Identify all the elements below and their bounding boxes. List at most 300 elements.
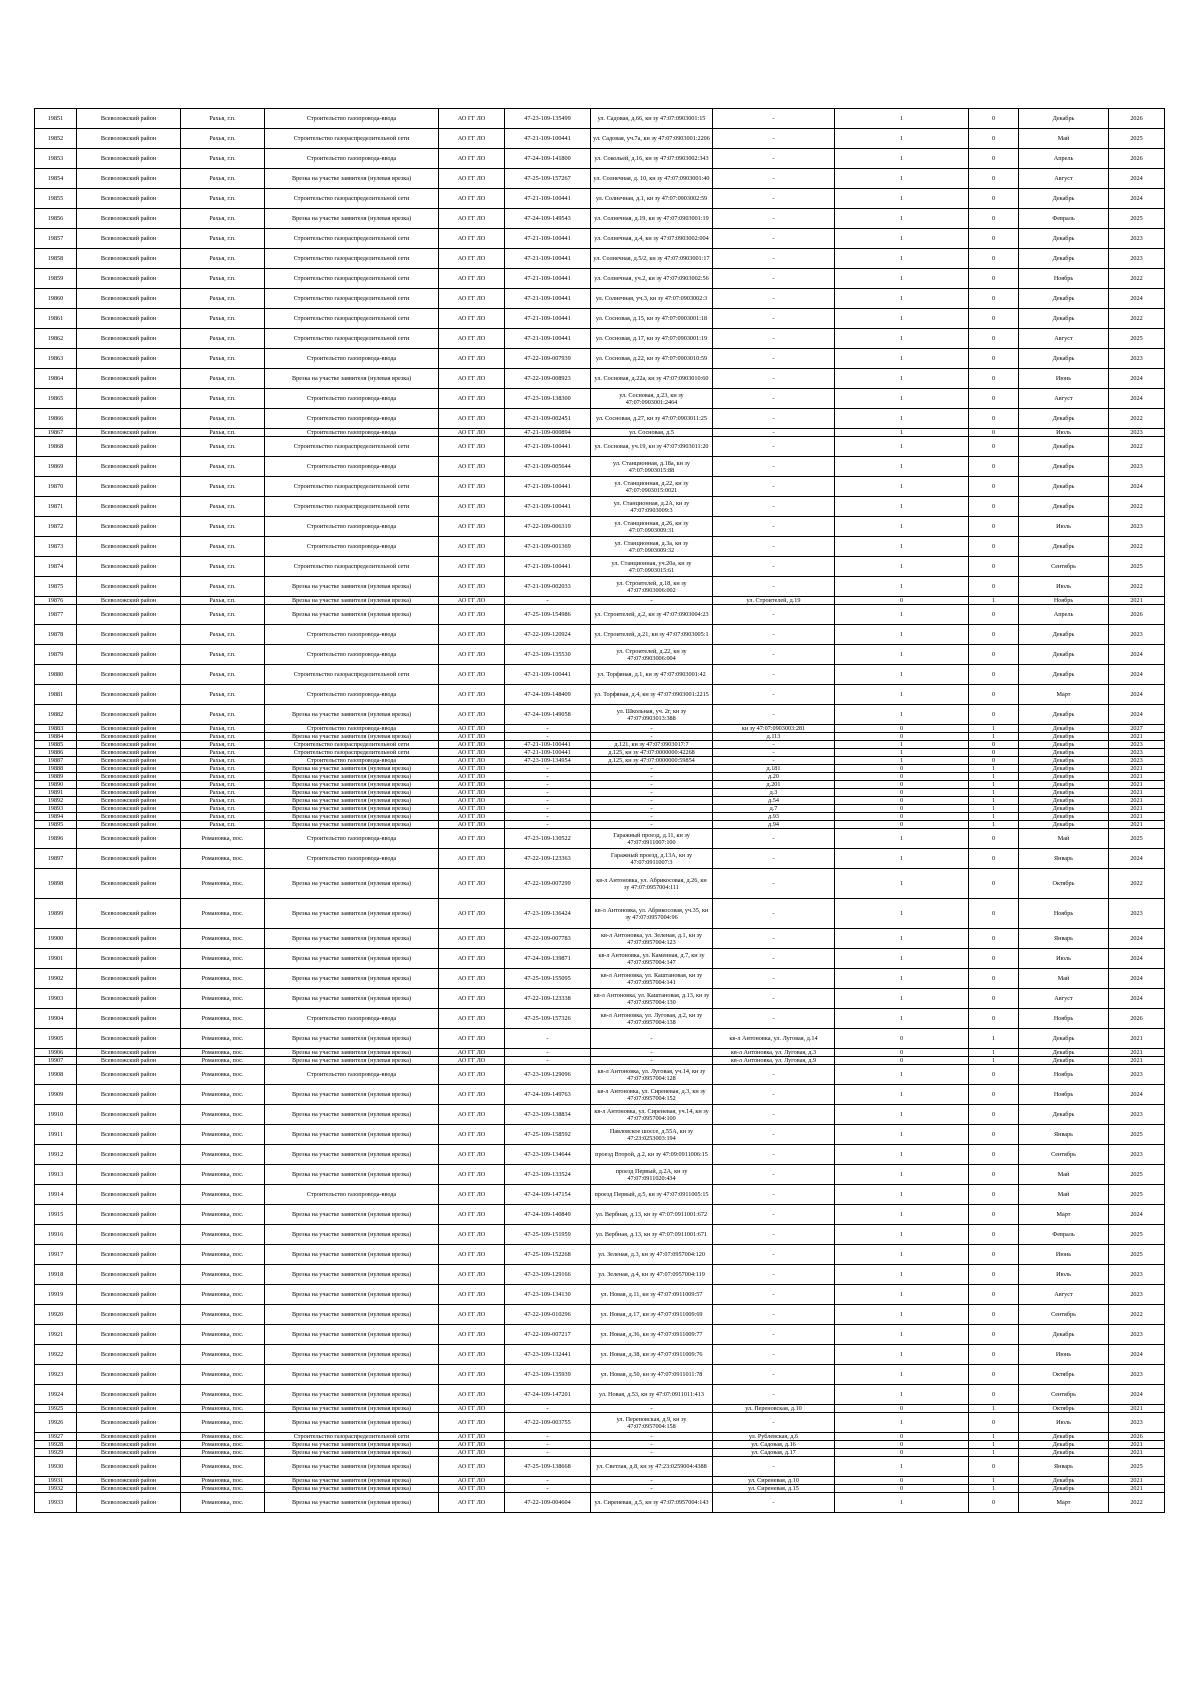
work-type-cell: Врезка на участке заявителя (нулевая врезка) bbox=[265, 773, 439, 781]
work-type-cell: Строительство газопровода-ввода bbox=[265, 849, 439, 869]
quantity-cell: 1 bbox=[835, 129, 969, 149]
locality-cell: Романовка, пос. bbox=[181, 1057, 265, 1065]
year-cell: 2021 bbox=[1109, 813, 1165, 821]
organization-cell: АО ГГ ЛО bbox=[439, 797, 505, 805]
row-number-cell: 19900 bbox=[35, 929, 77, 949]
table-row bbox=[35, 1405, 1165, 1413]
locality-cell: Романовка, пос. bbox=[181, 949, 265, 969]
row-number-cell: 19866 bbox=[35, 409, 77, 429]
month-cell: Декабрь bbox=[1019, 1433, 1109, 1441]
pending-cell: 0 bbox=[969, 309, 1019, 329]
work-type-cell: Строительство газопровода-ввода bbox=[265, 1185, 439, 1205]
address-cell: ул. Сиреневая, д.5, кн зу 47:07:0957004:143 bbox=[591, 1493, 713, 1513]
district-cell: Всеволожский район bbox=[77, 1385, 181, 1405]
pending-cell: 1 bbox=[969, 813, 1019, 821]
alt-address-cell: - bbox=[713, 517, 835, 537]
organization-cell: АО ГГ ЛО bbox=[439, 1029, 505, 1049]
table-row bbox=[35, 849, 1165, 869]
table-row bbox=[35, 329, 1165, 349]
row-number-cell: 19856 bbox=[35, 209, 77, 229]
alt-address-cell: - bbox=[713, 1125, 835, 1145]
month-cell: Декабрь bbox=[1019, 1477, 1109, 1485]
locality-cell: Романовка, пос. bbox=[181, 1009, 265, 1029]
request-code-cell: - bbox=[505, 1029, 591, 1049]
organization-cell: АО ГГ ЛО bbox=[439, 899, 505, 929]
quantity-cell: 1 bbox=[835, 149, 969, 169]
row-number-cell: 19903 bbox=[35, 989, 77, 1009]
address-cell: ул. Садовая, д.66, кн зу 47:07:0903001:15 bbox=[591, 109, 713, 129]
district-cell: Всеволожский район bbox=[77, 1493, 181, 1513]
organization-cell: АО ГГ ЛО bbox=[439, 477, 505, 497]
locality-cell: Рахья, г.п. bbox=[181, 477, 265, 497]
district-cell: Всеволожский район bbox=[77, 1265, 181, 1285]
pending-cell: 0 bbox=[969, 109, 1019, 129]
address-cell: ул. Вербная, д.13, кн зу 47:07:0911001:671 bbox=[591, 1225, 713, 1245]
row-number-cell: 19916 bbox=[35, 1225, 77, 1245]
locality-cell: Рахья, г.п. bbox=[181, 169, 265, 189]
organization-cell: АО ГГ ЛО bbox=[439, 1285, 505, 1305]
address-cell: проезд Первый, д.5, кн зу 47:07:0911005:15 bbox=[591, 1185, 713, 1205]
request-code-cell: 47-23-109-135939 bbox=[505, 1365, 591, 1385]
work-type-cell: Строительство газораспределительной сети bbox=[265, 749, 439, 757]
district-cell: Всеволожский район bbox=[77, 899, 181, 929]
request-code-cell: - bbox=[505, 1449, 591, 1457]
work-type-cell: Строительство газопровода-ввода bbox=[265, 685, 439, 705]
address-cell: ул. Зеленая, д.3, кн зу 47:07:0957004:120 bbox=[591, 1245, 713, 1265]
pending-cell: 0 bbox=[969, 969, 1019, 989]
organization-cell: АО ГГ ЛО bbox=[439, 497, 505, 517]
alt-address-cell: - bbox=[713, 1305, 835, 1325]
alt-address-cell: - bbox=[713, 849, 835, 869]
alt-address-cell: - bbox=[713, 645, 835, 665]
address-cell: кв-л Антоновка, ул. Луговая, уч.14, кн зу 47:07:0957004:128 bbox=[591, 1065, 713, 1085]
work-type-cell: Врезка на участке заявителя (нулевая врезка) bbox=[265, 733, 439, 741]
quantity-cell: 1 bbox=[835, 1325, 969, 1345]
locality-cell: Рахья, г.п. bbox=[181, 437, 265, 457]
quantity-cell: 0 bbox=[835, 1485, 969, 1493]
year-cell: 2024 bbox=[1109, 1385, 1165, 1405]
pending-cell: 0 bbox=[969, 1185, 1019, 1205]
request-code-cell: 47-24-109-149058 bbox=[505, 705, 591, 725]
work-type-cell: Строительство газораспределительной сети bbox=[265, 665, 439, 685]
district-cell: Всеволожский район bbox=[77, 329, 181, 349]
quantity-cell: 1 bbox=[835, 1185, 969, 1205]
table-row bbox=[35, 1477, 1165, 1485]
pending-cell: 1 bbox=[969, 733, 1019, 741]
row-number-cell: 19913 bbox=[35, 1165, 77, 1185]
pending-cell: 0 bbox=[969, 685, 1019, 705]
request-code-cell: 47-25-109-155095 bbox=[505, 969, 591, 989]
request-code-cell: 47-21-109-100441 bbox=[505, 437, 591, 457]
request-code-cell: 47-21-109-100441 bbox=[505, 309, 591, 329]
organization-cell: АО ГГ ЛО bbox=[439, 149, 505, 169]
request-code-cell: 47-21-109-100441 bbox=[505, 557, 591, 577]
locality-cell: Рахья, г.п. bbox=[181, 289, 265, 309]
quantity-cell: 1 bbox=[835, 645, 969, 665]
month-cell: Декабрь bbox=[1019, 625, 1109, 645]
organization-cell: АО ГГ ЛО bbox=[439, 773, 505, 781]
row-number-cell: 19912 bbox=[35, 1145, 77, 1165]
work-type-cell: Врезка на участке заявителя (нулевая врезка) bbox=[265, 1049, 439, 1057]
district-cell: Всеволожский район bbox=[77, 517, 181, 537]
work-type-cell: Врезка на участке заявителя (нулевая врезка) bbox=[265, 705, 439, 725]
address-cell: - bbox=[591, 805, 713, 813]
district-cell: Всеволожский район bbox=[77, 1009, 181, 1029]
work-type-cell: Строительство газораспределительной сети bbox=[265, 289, 439, 309]
table-row bbox=[35, 477, 1165, 497]
table-row bbox=[35, 705, 1165, 725]
district-cell: Всеволожский район bbox=[77, 129, 181, 149]
request-code-cell: 47-24-109-148409 bbox=[505, 685, 591, 705]
district-cell: Всеволожский район bbox=[77, 1065, 181, 1085]
work-type-cell: Строительство газопровода-ввода bbox=[265, 645, 439, 665]
organization-cell: АО ГГ ЛО bbox=[439, 757, 505, 765]
district-cell: Всеволожский район bbox=[77, 369, 181, 389]
month-cell: Декабрь bbox=[1019, 741, 1109, 749]
address-cell: ул. Торфяная, д.1, кн зу 47:07:0903001:42 bbox=[591, 665, 713, 685]
quantity-cell: 1 bbox=[835, 757, 969, 765]
pending-cell: 0 bbox=[969, 329, 1019, 349]
row-number-cell: 19911 bbox=[35, 1125, 77, 1145]
row-number-cell: 19861 bbox=[35, 309, 77, 329]
address-cell: кв-л Антоновка, ул. Сиреневая, уч.14, кн зу 47:07:0957004:100 bbox=[591, 1105, 713, 1125]
alt-address-cell: ул. Рублевская, д.6 bbox=[713, 1433, 835, 1441]
row-number-cell: 19868 bbox=[35, 437, 77, 457]
locality-cell: Рахья, г.п. bbox=[181, 781, 265, 789]
work-type-cell: Врезка на участке заявителя (нулевая врезка) bbox=[265, 1325, 439, 1345]
address-cell: д.125, кн зу 47:07:0000000:42268 bbox=[591, 749, 713, 757]
locality-cell: Рахья, г.п. bbox=[181, 409, 265, 429]
table-row bbox=[35, 1449, 1165, 1457]
row-number-cell: 19879 bbox=[35, 645, 77, 665]
pending-cell: 0 bbox=[969, 1457, 1019, 1477]
organization-cell: АО ГГ ЛО bbox=[439, 1165, 505, 1185]
district-cell: Всеволожский район bbox=[77, 149, 181, 169]
year-cell: 2024 bbox=[1109, 929, 1165, 949]
locality-cell: Романовка, пос. bbox=[181, 849, 265, 869]
locality-cell: Романовка, пос. bbox=[181, 989, 265, 1009]
row-number-cell: 19928 bbox=[35, 1441, 77, 1449]
row-number-cell: 19876 bbox=[35, 597, 77, 605]
table-row bbox=[35, 685, 1165, 705]
address-cell: ул. Солнечная, д.4, кн зу 47:07:0903002:004 bbox=[591, 229, 713, 249]
district-cell: Всеволожский район bbox=[77, 781, 181, 789]
table-row bbox=[35, 1065, 1165, 1085]
year-cell: 2021 bbox=[1109, 797, 1165, 805]
table-row bbox=[35, 1057, 1165, 1065]
alt-address-cell: д.113 bbox=[713, 733, 835, 741]
request-code-cell: 47-23-109-133524 bbox=[505, 1165, 591, 1185]
alt-address-cell: - bbox=[713, 1325, 835, 1345]
work-type-cell: Врезка на участке заявителя (нулевая врезка) bbox=[265, 1105, 439, 1125]
address-cell: ул. Сосновая, д.22а, кн зу 47:07:0903010:60 bbox=[591, 369, 713, 389]
alt-address-cell: - bbox=[713, 899, 835, 929]
table-row bbox=[35, 1385, 1165, 1405]
organization-cell: АО ГГ ЛО bbox=[439, 829, 505, 849]
address-cell: проезд Второй, д.2, кн зу 47:09:0911006:15 bbox=[591, 1145, 713, 1165]
quantity-cell: 1 bbox=[835, 1009, 969, 1029]
organization-cell: АО ГГ ЛО bbox=[439, 1105, 505, 1125]
quantity-cell: 1 bbox=[835, 349, 969, 369]
alt-address-cell: - bbox=[713, 1413, 835, 1433]
row-number-cell: 19887 bbox=[35, 757, 77, 765]
year-cell: 2022 bbox=[1109, 497, 1165, 517]
pending-cell: 0 bbox=[969, 1385, 1019, 1405]
table-row bbox=[35, 821, 1165, 829]
address-cell: ул. Новая, д.53, кн зу 47:07:0911011:413 bbox=[591, 1385, 713, 1405]
request-code-cell: - bbox=[505, 773, 591, 781]
month-cell: Сентябрь bbox=[1019, 1385, 1109, 1405]
locality-cell: Романовка, пос. bbox=[181, 1065, 265, 1085]
organization-cell: АО ГГ ЛО bbox=[439, 169, 505, 189]
organization-cell: АО ГГ ЛО bbox=[439, 1365, 505, 1385]
table-row bbox=[35, 109, 1165, 129]
row-number-cell: 19899 bbox=[35, 899, 77, 929]
district-cell: Всеволожский район bbox=[77, 1105, 181, 1125]
month-cell: Август bbox=[1019, 389, 1109, 409]
organization-cell: АО ГГ ЛО bbox=[439, 1145, 505, 1165]
address-cell: ул. Новая, д.17, кн зу 47:07:0911009:69 bbox=[591, 1305, 713, 1325]
row-number-cell: 19902 bbox=[35, 969, 77, 989]
alt-address-cell: - bbox=[713, 497, 835, 517]
alt-address-cell: - bbox=[713, 625, 835, 645]
quantity-cell: 1 bbox=[835, 1305, 969, 1325]
work-type-cell: Врезка на участке заявителя (нулевая врезка) bbox=[265, 1365, 439, 1385]
organization-cell: АО ГГ ЛО bbox=[439, 789, 505, 797]
quantity-cell: 0 bbox=[835, 773, 969, 781]
table-row bbox=[35, 129, 1165, 149]
locality-cell: Романовка, пос. bbox=[181, 869, 265, 899]
month-cell: Декабрь bbox=[1019, 1325, 1109, 1345]
row-number-cell: 19858 bbox=[35, 249, 77, 269]
request-code-cell: 47-25-109-154986 bbox=[505, 605, 591, 625]
pending-cell: 1 bbox=[969, 805, 1019, 813]
quantity-cell: 1 bbox=[835, 989, 969, 1009]
district-cell: Всеволожский район bbox=[77, 349, 181, 369]
row-number-cell: 19914 bbox=[35, 1185, 77, 1205]
month-cell: Декабрь bbox=[1019, 457, 1109, 477]
pending-cell: 1 bbox=[969, 773, 1019, 781]
work-type-cell: Врезка на участке заявителя (нулевая врезка) bbox=[265, 605, 439, 625]
organization-cell: АО ГГ ЛО bbox=[439, 289, 505, 309]
pending-cell: 0 bbox=[969, 989, 1019, 1009]
work-type-cell: Врезка на участке заявителя (нулевая врезка) bbox=[265, 1345, 439, 1365]
row-number-cell: 19930 bbox=[35, 1457, 77, 1477]
table-row bbox=[35, 369, 1165, 389]
year-cell: 2021 bbox=[1109, 1057, 1165, 1065]
locality-cell: Романовка, пос. bbox=[181, 1485, 265, 1493]
work-type-cell: Строительство газораспределительной сети bbox=[265, 129, 439, 149]
pending-cell: 0 bbox=[969, 929, 1019, 949]
request-code-cell: 47-25-109-157326 bbox=[505, 1009, 591, 1029]
pending-cell: 0 bbox=[969, 1325, 1019, 1345]
address-cell: кв-л Антоновка, ул. Каменная, д.7, кн зу 47:07:0957004:147 bbox=[591, 949, 713, 969]
work-type-cell: Врезка на участке заявителя (нулевая врезка) bbox=[265, 1477, 439, 1485]
address-cell: ул. Садовая, уч.7а, кн зу 47:07:0903001:2206 bbox=[591, 129, 713, 149]
work-type-cell: Строительство газопровода-ввода bbox=[265, 829, 439, 849]
address-cell: - bbox=[591, 1405, 713, 1413]
month-cell: Май bbox=[1019, 829, 1109, 849]
alt-address-cell: - bbox=[713, 109, 835, 129]
district-cell: Всеволожский район bbox=[77, 741, 181, 749]
alt-address-cell: д.201 bbox=[713, 781, 835, 789]
quantity-cell: 0 bbox=[835, 1477, 969, 1485]
request-code-cell: 47-25-109-158592 bbox=[505, 1125, 591, 1145]
address-cell: - bbox=[591, 725, 713, 733]
year-cell: 2023 bbox=[1109, 1145, 1165, 1165]
organization-cell: АО ГГ ЛО bbox=[439, 329, 505, 349]
table-row bbox=[35, 409, 1165, 429]
request-code-cell: 47-22-109-007299 bbox=[505, 869, 591, 899]
year-cell: 2024 bbox=[1109, 685, 1165, 705]
quantity-cell: 1 bbox=[835, 409, 969, 429]
year-cell: 2021 bbox=[1109, 1449, 1165, 1457]
row-number-cell: 19922 bbox=[35, 1345, 77, 1365]
locality-cell: Романовка, пос. bbox=[181, 1029, 265, 1049]
table-row bbox=[35, 765, 1165, 773]
request-code-cell: 47-24-109-149763 bbox=[505, 1085, 591, 1105]
request-code-cell: 47-24-109-139871 bbox=[505, 949, 591, 969]
organization-cell: АО ГГ ЛО bbox=[439, 597, 505, 605]
table-row bbox=[35, 1085, 1165, 1105]
work-type-cell: Врезка на участке заявителя (нулевая врезка) bbox=[265, 1485, 439, 1493]
alt-address-cell: - bbox=[713, 369, 835, 389]
organization-cell: АО ГГ ЛО bbox=[439, 1049, 505, 1057]
year-cell: 2021 bbox=[1109, 1477, 1165, 1485]
address-cell: кв-л Антоновка, ул. Абрикосовая, д.26, кн зу 47:07:0957004:111 bbox=[591, 869, 713, 899]
row-number-cell: 19871 bbox=[35, 497, 77, 517]
alt-address-cell: д.93 bbox=[713, 813, 835, 821]
organization-cell: АО ГГ ЛО bbox=[439, 725, 505, 733]
address-cell: ул. Строителей, д.2, кн зу 47:07:0903004:23 bbox=[591, 605, 713, 625]
row-number-cell: 19875 bbox=[35, 577, 77, 597]
district-cell: Всеволожский район bbox=[77, 409, 181, 429]
row-number-cell: 19863 bbox=[35, 349, 77, 369]
row-number-cell: 19867 bbox=[35, 429, 77, 437]
year-cell: 2024 bbox=[1109, 369, 1165, 389]
pending-cell: 0 bbox=[969, 209, 1019, 229]
address-cell: ул. Станционная, д.26, кн зу 47:07:0903009:31 bbox=[591, 517, 713, 537]
district-cell: Всеволожский район bbox=[77, 497, 181, 517]
locality-cell: Рахья, г.п. bbox=[181, 685, 265, 705]
pending-cell: 0 bbox=[969, 1205, 1019, 1225]
organization-cell: АО ГГ ЛО bbox=[439, 1305, 505, 1325]
locality-cell: Рахья, г.п. bbox=[181, 349, 265, 369]
alt-address-cell: - bbox=[713, 289, 835, 309]
quantity-cell: 1 bbox=[835, 437, 969, 457]
year-cell: 2027 bbox=[1109, 725, 1165, 733]
table-row bbox=[35, 209, 1165, 229]
district-cell: Всеволожский район bbox=[77, 229, 181, 249]
address-cell: ул. Сосновая, д.17, кн зу 47:07:0903001:19 bbox=[591, 329, 713, 349]
address-cell: ул. Станционная, д.3а, кн зу 47:07:0903009:32 bbox=[591, 537, 713, 557]
organization-cell: АО ГГ ЛО bbox=[439, 989, 505, 1009]
row-number-cell: 19925 bbox=[35, 1405, 77, 1413]
address-cell: ул. Строителей, д.22, кн зу 47:07:0903006:004 bbox=[591, 645, 713, 665]
address-cell: кв-л Антоновка, ул. Сиреневая, д.3, кн зу 47:07:0957004:152 bbox=[591, 1085, 713, 1105]
year-cell: 2024 bbox=[1109, 169, 1165, 189]
organization-cell: АО ГГ ЛО bbox=[439, 869, 505, 899]
month-cell: Ноябрь bbox=[1019, 269, 1109, 289]
district-cell: Всеволожский район bbox=[77, 1225, 181, 1245]
request-code-cell: 47-23-109-130522 bbox=[505, 829, 591, 849]
row-number-cell: 19862 bbox=[35, 329, 77, 349]
pending-cell: 1 bbox=[969, 797, 1019, 805]
pending-cell: 0 bbox=[969, 1085, 1019, 1105]
quantity-cell: 1 bbox=[835, 109, 969, 129]
locality-cell: Романовка, пос. bbox=[181, 899, 265, 929]
address-cell: ул. Станционная, д.18а, кн зу 47:07:0903015:88 bbox=[591, 457, 713, 477]
address-cell: - bbox=[591, 597, 713, 605]
organization-cell: АО ГГ ЛО bbox=[439, 749, 505, 757]
work-type-cell: Врезка на участке заявителя (нулевая врезка) bbox=[265, 1205, 439, 1225]
address-cell: ул. Солнечная, уч.3, кн зу 47:07:0903002:3 bbox=[591, 289, 713, 309]
alt-address-cell: - bbox=[713, 269, 835, 289]
year-cell: 2023 bbox=[1109, 1413, 1165, 1433]
locality-cell: Рахья, г.п. bbox=[181, 757, 265, 765]
request-code-cell: 47-21-109-002451 bbox=[505, 409, 591, 429]
month-cell: Ноябрь bbox=[1019, 1085, 1109, 1105]
pending-cell: 0 bbox=[969, 1285, 1019, 1305]
quantity-cell: 1 bbox=[835, 269, 969, 289]
year-cell: 2025 bbox=[1109, 1245, 1165, 1265]
alt-address-cell: ул. Сиреневая, д.10 bbox=[713, 1477, 835, 1485]
table-row bbox=[35, 597, 1165, 605]
request-code-cell: - bbox=[505, 765, 591, 773]
table-row bbox=[35, 1441, 1165, 1449]
table-row bbox=[35, 309, 1165, 329]
work-type-cell: Врезка на участке заявителя (нулевая врезка) bbox=[265, 929, 439, 949]
request-code-cell: 47-21-109-100441 bbox=[505, 289, 591, 309]
month-cell: Ноябрь bbox=[1019, 899, 1109, 929]
month-cell: Декабрь bbox=[1019, 1057, 1109, 1065]
row-number-cell: 19932 bbox=[35, 1485, 77, 1493]
table-row bbox=[35, 813, 1165, 821]
pending-cell: 1 bbox=[969, 1057, 1019, 1065]
year-cell: 2024 bbox=[1109, 1205, 1165, 1225]
year-cell: 2026 bbox=[1109, 109, 1165, 129]
table-row bbox=[35, 1265, 1165, 1285]
quantity-cell: 1 bbox=[835, 249, 969, 269]
month-cell: Сентябрь bbox=[1019, 557, 1109, 577]
district-cell: Всеволожский район bbox=[77, 537, 181, 557]
work-type-cell: Врезка на участке заявителя (нулевая врезка) bbox=[265, 899, 439, 929]
pending-cell: 0 bbox=[969, 369, 1019, 389]
month-cell: Декабрь bbox=[1019, 1485, 1109, 1493]
district-cell: Всеволожский район bbox=[77, 189, 181, 209]
alt-address-cell: - bbox=[713, 829, 835, 849]
district-cell: Всеволожский район bbox=[77, 757, 181, 765]
pending-cell: 1 bbox=[969, 1029, 1019, 1049]
quantity-cell: 0 bbox=[835, 1049, 969, 1057]
month-cell: Декабрь bbox=[1019, 537, 1109, 557]
organization-cell: АО ГГ ЛО bbox=[439, 229, 505, 249]
quantity-cell: 1 bbox=[835, 899, 969, 929]
work-type-cell: Строительство газораспределительной сети bbox=[265, 329, 439, 349]
district-cell: Всеволожский район bbox=[77, 1365, 181, 1385]
locality-cell: Рахья, г.п. bbox=[181, 789, 265, 797]
table-row bbox=[35, 1049, 1165, 1057]
address-cell: ул. Новая, д.11, кн зу 47:07:0911009:57 bbox=[591, 1285, 713, 1305]
table-row bbox=[35, 1205, 1165, 1225]
alt-address-cell: - bbox=[713, 249, 835, 269]
request-code-cell: - bbox=[505, 1405, 591, 1413]
row-number-cell: 19865 bbox=[35, 389, 77, 409]
locality-cell: Романовка, пос. bbox=[181, 1441, 265, 1449]
work-type-cell: Врезка на участке заявителя (нулевая врезка) bbox=[265, 1457, 439, 1477]
table-row bbox=[35, 989, 1165, 1009]
pending-cell: 0 bbox=[969, 1365, 1019, 1385]
